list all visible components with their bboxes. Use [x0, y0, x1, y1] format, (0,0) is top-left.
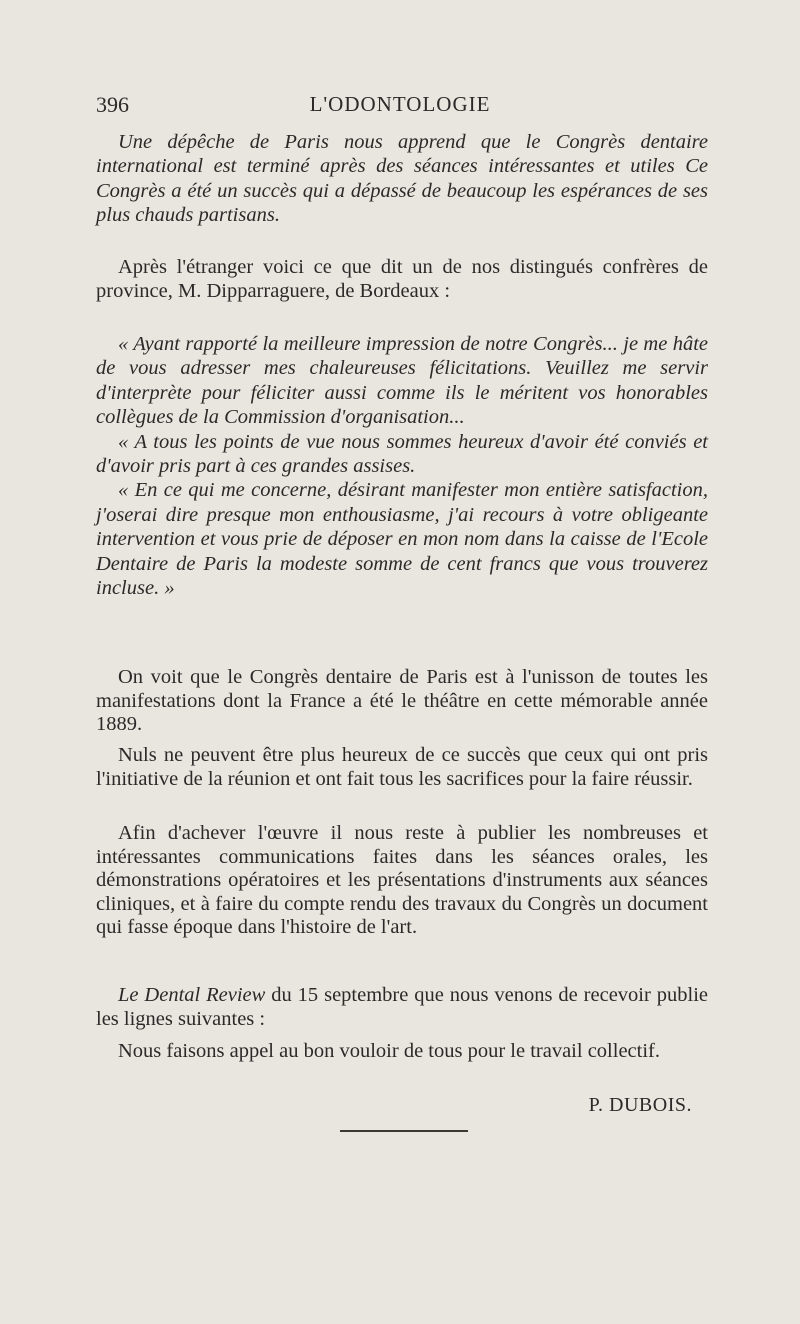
apres-paragraph: Après l'étranger voici ce que dit un de nos distingués confrères de province, M. Dipparraguere, de Bordeaux :: [96, 256, 708, 302]
afin-paragraph-block: [96, 822, 708, 940]
onvoit-paragraph-block: [96, 666, 708, 737]
dental-review-text: du 15 septembre que nous venons de recevoir publie les lignes suivantes :: [96, 984, 708, 1030]
dental-review-paragraph: [96, 984, 708, 1031]
page-header: [0, 92, 800, 122]
onvoit-paragraph: On voit que le Congrès dentaire de Paris est à l'unisson de toutes les manifestations dont la France a été le théâtre en cette mémorable année 1889.: [96, 666, 708, 735]
quote-paragraph-2: « A tous les points de vue nous sommes heureux d'avoir été conviés et d'avoir pris part à ces grandes assises.: [96, 430, 708, 478]
closing-rule: [340, 1130, 468, 1132]
page-number: 396: [96, 92, 129, 117]
appel-paragraph: Nous faisons appel au bon vouloir de tous pour le travail collectif.: [118, 1040, 660, 1062]
apres-paragraph-block: [96, 256, 708, 303]
running-title: L'ODONTOLOGIE: [309, 92, 491, 116]
quote-paragraph-1: « Ayant rapporté la meilleure impression de notre Congrès... je me hâte de vous adresser mes chaleureuses félicitations. Veuillez me servir d'interprète pour féliciter aussi comme ils le méritent vos honorables collègues de la Commission d'organisation...: [96, 333, 708, 429]
nuls-paragraph-block: [96, 744, 708, 791]
intro-paragraph-block: [96, 130, 708, 228]
appel-paragraph-block: [96, 1040, 708, 1064]
nuls-paragraph: Nuls ne peuvent être plus heureux de ce succès que ceux qui ont pris l'initiative de la réunion et ont fait tous les sacrifices pour la faire réussir.: [96, 744, 708, 790]
intro-paragraph: Une dépêche de Paris nous apprend que le Congrès dentaire international est terminé après des séances intéressantes et utiles Ce Congrès a été un succès qui a dépassé de beaucoup les espérances de ses plus chauds partisans.: [96, 131, 708, 227]
quotation-block: [96, 332, 708, 600]
quote-paragraph-3: « En ce qui me concerne, désirant manifester mon entière satisfaction, j'oserai dire presque mon enthousiasme, j'ai recours à votre obligeante intervention et vous prie de déposer en mon nom dans la caisse de l'Ecole Dentaire de Paris la modeste somme de cent francs que vous trouverez incluse. »: [96, 479, 708, 600]
afin-paragraph: Afin d'achever l'œuvre il nous reste à publier les nombreuses et intéressantes communications faites dans les séances orales, les démonstrations opératoires et les présentations d'instruments aux séances cliniques, et à faire du compte rendu des travaux du Congrès un document qui fasse époque dans l'histoire de l'art.: [96, 822, 708, 938]
author-signature: P. DUBOIS.: [588, 1094, 692, 1116]
dental-review-title: Le Dental Review: [118, 984, 266, 1006]
dental-review-paragraph-block: [96, 984, 708, 1031]
